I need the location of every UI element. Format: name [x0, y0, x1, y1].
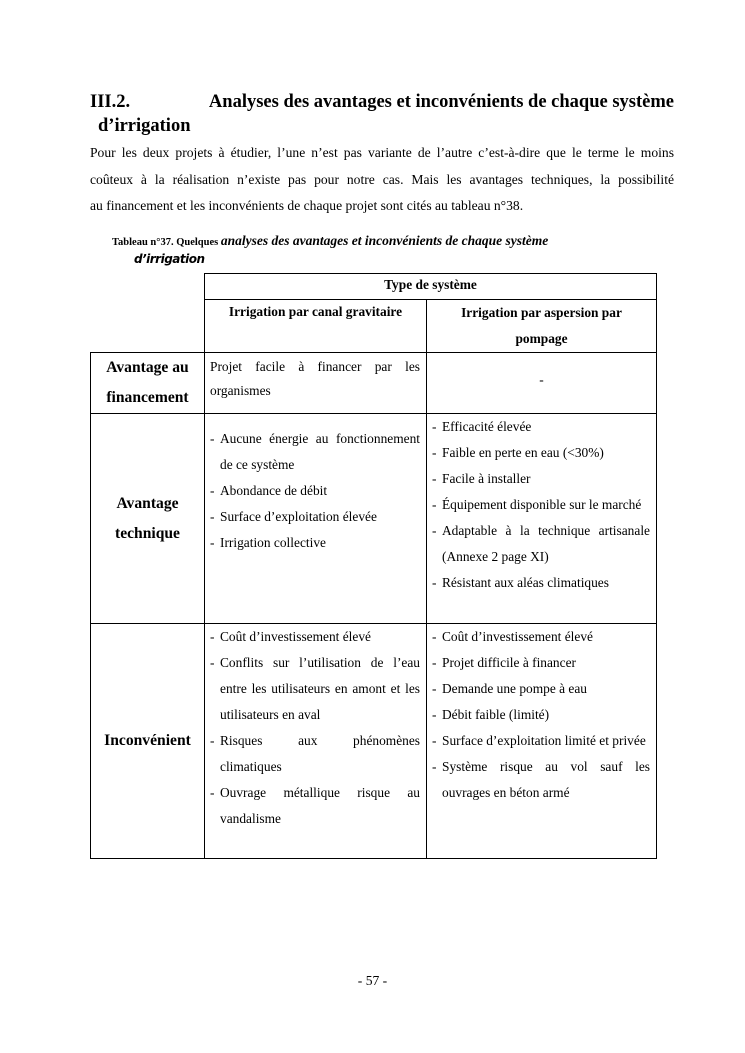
intro-paragraph — [90, 140, 674, 220]
list-item: - Facile à installer — [432, 466, 650, 492]
list-item: - Risques aux phénomènes climatiques — [210, 728, 420, 780]
cell-technical-gravity — [204, 413, 427, 624]
list-item: - Coût d’investissement élevé — [432, 624, 650, 650]
list-item: - Efficacité élevée — [432, 414, 650, 440]
column-header-gravity: Irrigation par canal gravitaire — [204, 299, 427, 353]
list-item: - Surface d’exploitation limité et privée — [432, 728, 650, 754]
caption-label: Tableau n°37. Quelques — [112, 237, 221, 248]
row-label-technical: Avantage technique — [90, 413, 205, 624]
row-label-financing: Avantage au financement — [90, 352, 205, 414]
section-title-line1: Analyses des avantages et inconvénients de chaque système — [208, 92, 674, 112]
list-item: - Équipement disponible sur le marché — [432, 492, 650, 518]
list-item: - Demande une pompe à eau — [432, 676, 650, 702]
list-item: - Débit faible (limité) — [432, 702, 650, 728]
cell-technical-sprinkler — [426, 413, 657, 624]
table-caption — [112, 232, 632, 268]
caption-title: analyses des avantages et inconvénients de chaque système — [220, 233, 549, 248]
list-item: - Faible en perte en eau (<30%) — [432, 440, 650, 466]
list-item: - Conflits sur l’utilisation de l’eau entre les utilisateurs en amont et les utilisateurs en aval — [210, 650, 420, 728]
column-header-sprinkler: Irrigation par aspersion par pompage — [426, 299, 657, 353]
cell-financing-sprinkler: - — [426, 352, 657, 414]
list-item: - Abondance de débit — [210, 478, 420, 504]
table-group-header: Type de système — [204, 273, 657, 300]
paragraph-line: coûteux à la réalisation n’existe pas pour notre cas. Mais les avantages techniques, la possibilité — [90, 171, 674, 187]
caption-title-line2: d’irrigation — [134, 252, 205, 266]
cell-drawbacks-sprinkler — [426, 623, 657, 859]
list-item: - Surface d’exploitation élevée — [210, 504, 420, 530]
cell-financing-gravity: Projet facile à financer par les organismes — [204, 352, 427, 414]
page-number: - 57 - — [357, 973, 388, 988]
paragraph-line: Pour les deux projets à étudier, l’une n’est pas variante de l’autre c’est-à-dire que le terme le moins — [90, 145, 674, 160]
list-item: - Aucune énergie au fonctionnement de ce système — [210, 426, 420, 478]
row-label-drawbacks: Inconvénient — [90, 623, 205, 859]
section-heading — [90, 90, 674, 138]
list-item: - Adaptable à la technique artisanale (Annexe 2 page XI) — [432, 518, 650, 570]
list-item: - Irrigation collective — [210, 530, 420, 556]
list-item: - Système risque au vol sauf les ouvrages en béton armé — [432, 754, 650, 806]
list-item: - Ouvrage métallique risque au vandalisme — [210, 780, 420, 832]
cell-drawbacks-gravity — [204, 623, 427, 859]
section-number: III.2. — [90, 92, 131, 112]
paragraph-line: au financement et les inconvénients de chaque projet sont cités au tableau n°38. — [90, 198, 524, 213]
list-item: - Projet difficile à financer — [432, 650, 650, 676]
section-title-line2: d’irrigation — [98, 116, 191, 136]
list-item: - Résistant aux aléas climatiques — [432, 570, 650, 596]
list-item: - Coût d’investissement élevé — [210, 624, 420, 650]
